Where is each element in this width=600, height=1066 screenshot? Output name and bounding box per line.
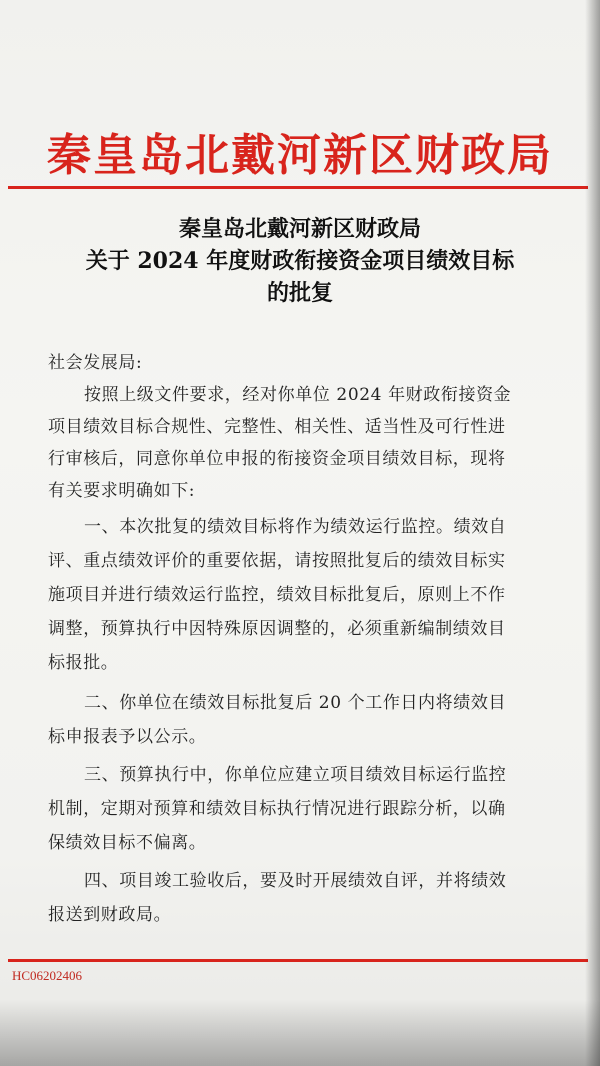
body-line: 一、本次批复的绩效目标将作为绩效运行监控。绩效自 (84, 517, 507, 537)
body-line: 调整，预算执行中因特殊原因调整的，必须重新编制绩效目 (48, 619, 506, 639)
salutation: 社会发展局: (48, 353, 143, 373)
body-line: 四、项目竣工验收后，要及时开展绩效自评，并将绩效 (84, 871, 507, 891)
body-line: 报送到财政局。 (48, 905, 172, 925)
body-line: 标报批。 (48, 653, 119, 673)
body-line: 二、你单位在绩效目标批复后 20 个工作日内将绩效目 (84, 693, 507, 713)
page-bottom-shadow (0, 1000, 600, 1066)
footer-red-rule (8, 959, 588, 962)
document-title-line-1: 秦皇岛北戴河新区财政局 (178, 216, 421, 242)
body-line: 按照上级文件要求，经对你单位 2024 年财政衔接资金 (84, 385, 512, 405)
body-line: 项目绩效目标合规性、完整性、相关性、适当性及可行性进 (48, 417, 506, 437)
body-line: 行审核后，同意你单位申报的衔接资金项目绩效目标，现将 (48, 449, 506, 469)
letterhead-red-rule (8, 186, 588, 189)
body-line: 保绩效目标不偏离。 (48, 833, 207, 853)
body-line: 有关要求明确如下: (48, 481, 196, 501)
letterhead-title: 秦皇岛北戴河新区财政局 (47, 130, 553, 181)
body-line: 评、重点绩效评价的重要依据，请按照批复后的绩效目标实 (48, 551, 506, 571)
page-edge-shadow (585, 0, 600, 1066)
body-line: 三、预算执行中，你单位应建立项目绩效目标运行监控 (84, 765, 507, 785)
body-line: 机制，定期对预算和绩效目标执行情况进行跟踪分析，以确 (48, 799, 506, 819)
footer-document-code: HC06202406 (12, 968, 83, 983)
document-title-line-2: 关于 2024 年度财政衔接资金项目绩效目标 (85, 248, 515, 274)
body-line: 施项目并进行绩效运行监控，绩效目标批复后，原则上不作 (48, 585, 506, 605)
document-title-line-3: 的批复 (266, 280, 333, 306)
body-line: 标申报表予以公示。 (48, 727, 207, 747)
